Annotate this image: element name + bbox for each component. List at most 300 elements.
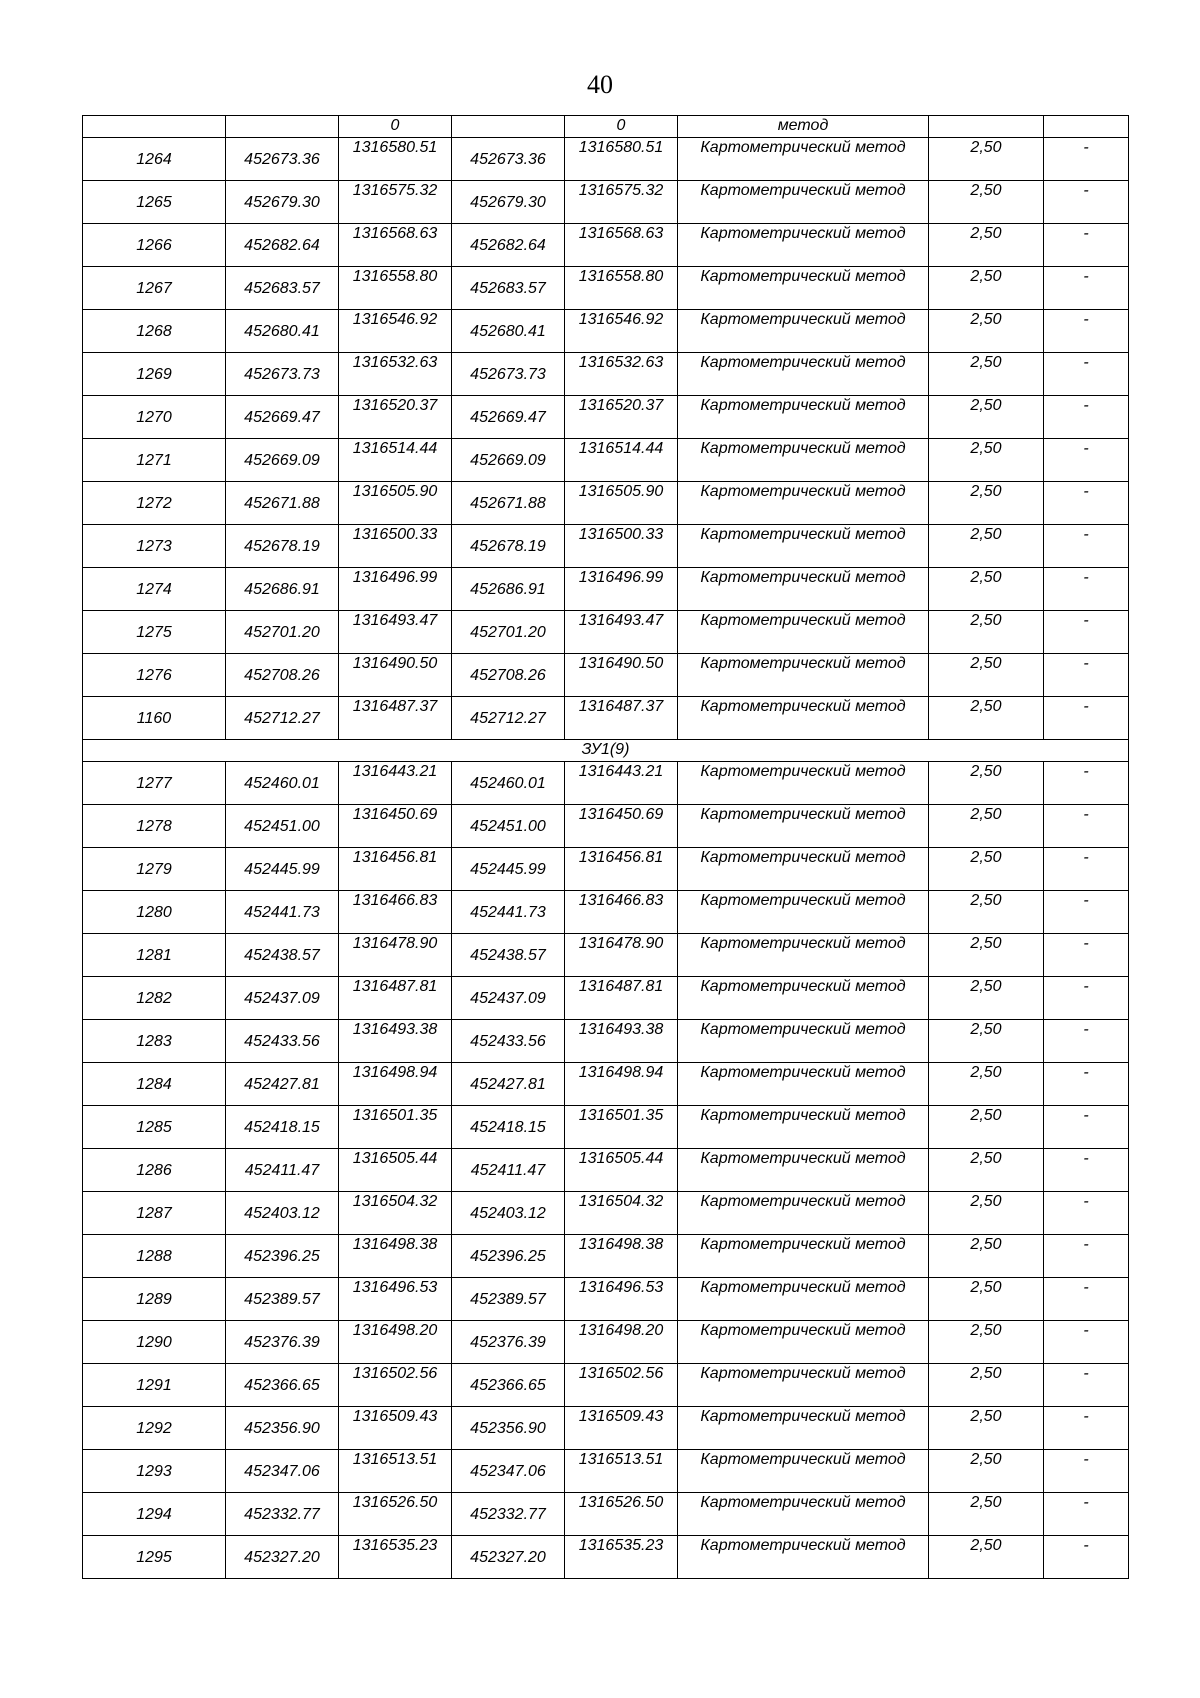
method-cell: Картометрический метод — [678, 525, 929, 568]
method-cell: Картометрический метод — [678, 439, 929, 482]
x-coordinate-cell: 452332.77 — [452, 1493, 565, 1536]
y-coordinate-cell: 1316496.53 — [339, 1278, 452, 1321]
x-coordinate-cell: 452445.99 — [452, 848, 565, 891]
y-coordinate-cell: 1316509.43 — [339, 1407, 452, 1450]
y-coordinate-cell: 1316500.33 — [565, 525, 678, 568]
method-cell: Картометрический метод — [678, 891, 929, 934]
error-cell: 2,50 — [929, 396, 1044, 439]
x-coordinate-cell: 452441.73 — [452, 891, 565, 934]
y-coordinate-cell: 1316546.92 — [339, 310, 452, 353]
note-cell: - — [1044, 654, 1129, 697]
y-coordinate-cell: 1316466.83 — [565, 891, 678, 934]
x-coordinate-cell: 452680.41 — [226, 310, 339, 353]
y-coordinate-cell: 1316575.32 — [565, 181, 678, 224]
error-cell: 2,50 — [929, 1106, 1044, 1149]
table-cell — [452, 116, 565, 138]
y-coordinate-cell: 1316498.38 — [339, 1235, 452, 1278]
error-cell: 2,50 — [929, 1278, 1044, 1321]
error-cell: 2,50 — [929, 1149, 1044, 1192]
note-cell: - — [1044, 568, 1129, 611]
y-coordinate-cell: 1316493.38 — [339, 1020, 452, 1063]
y-coordinate-cell: 1316501.35 — [339, 1106, 452, 1149]
method-cell: Картометрический метод — [678, 1020, 929, 1063]
x-coordinate-cell: 452437.09 — [226, 977, 339, 1020]
method-cell: Картометрический метод — [678, 396, 929, 439]
table-row — [83, 396, 1129, 439]
y-coordinate-cell: 1316546.92 — [565, 310, 678, 353]
note-cell: - — [1044, 525, 1129, 568]
error-cell: 2,50 — [929, 977, 1044, 1020]
x-coordinate-cell: 452673.73 — [226, 353, 339, 396]
error-cell: 2,50 — [929, 224, 1044, 267]
y-coordinate-cell: 1316509.43 — [565, 1407, 678, 1450]
note-cell: - — [1044, 1235, 1129, 1278]
table-cell: метод — [678, 116, 929, 138]
x-coordinate-cell: 452678.19 — [226, 525, 339, 568]
x-coordinate-cell: 452671.88 — [452, 482, 565, 525]
y-coordinate-cell: 1316493.47 — [565, 611, 678, 654]
error-cell: 2,50 — [929, 697, 1044, 740]
method-cell: Картометрический метод — [678, 611, 929, 654]
y-coordinate-cell: 1316456.81 — [339, 848, 452, 891]
y-coordinate-cell: 1316450.69 — [565, 805, 678, 848]
section-row — [83, 740, 1129, 762]
y-coordinate-cell: 1316487.37 — [339, 697, 452, 740]
error-cell: 2,50 — [929, 1321, 1044, 1364]
y-coordinate-cell: 1316532.63 — [339, 353, 452, 396]
note-cell: - — [1044, 1364, 1129, 1407]
x-coordinate-cell: 452671.88 — [226, 482, 339, 525]
table-row — [83, 1536, 1129, 1579]
x-coordinate-cell: 452682.64 — [452, 224, 565, 267]
error-cell: 2,50 — [929, 1063, 1044, 1106]
error-cell: 2,50 — [929, 267, 1044, 310]
point-number-cell: 1275 — [83, 611, 226, 654]
x-coordinate-cell: 452451.00 — [226, 805, 339, 848]
x-coordinate-cell: 452673.73 — [452, 353, 565, 396]
x-coordinate-cell: 452427.81 — [226, 1063, 339, 1106]
table-row — [83, 934, 1129, 977]
table-row — [83, 1407, 1129, 1450]
y-coordinate-cell: 1316498.94 — [565, 1063, 678, 1106]
x-coordinate-cell: 452366.65 — [452, 1364, 565, 1407]
error-cell: 2,50 — [929, 934, 1044, 977]
y-coordinate-cell: 1316505.44 — [565, 1149, 678, 1192]
y-coordinate-cell: 1316520.37 — [339, 396, 452, 439]
note-cell: - — [1044, 224, 1129, 267]
table-row — [83, 1364, 1129, 1407]
x-coordinate-cell: 452679.30 — [452, 181, 565, 224]
table-row — [83, 1235, 1129, 1278]
x-coordinate-cell: 452679.30 — [226, 181, 339, 224]
x-coordinate-cell: 452347.06 — [226, 1450, 339, 1493]
note-cell: - — [1044, 977, 1129, 1020]
error-cell: 2,50 — [929, 654, 1044, 697]
table-cell — [929, 116, 1044, 138]
error-cell: 2,50 — [929, 525, 1044, 568]
y-coordinate-cell: 1316568.63 — [565, 224, 678, 267]
x-coordinate-cell: 452686.91 — [452, 568, 565, 611]
x-coordinate-cell: 452673.36 — [452, 138, 565, 181]
table-row — [83, 611, 1129, 654]
point-number-cell: 1280 — [83, 891, 226, 934]
point-number-cell: 1286 — [83, 1149, 226, 1192]
x-coordinate-cell: 452396.25 — [452, 1235, 565, 1278]
x-coordinate-cell: 452673.36 — [226, 138, 339, 181]
y-coordinate-cell: 1316532.63 — [565, 353, 678, 396]
x-coordinate-cell: 452683.57 — [452, 267, 565, 310]
x-coordinate-cell: 452701.20 — [226, 611, 339, 654]
method-cell: Картометрический метод — [678, 977, 929, 1020]
y-coordinate-cell: 1316513.51 — [565, 1450, 678, 1493]
table-row — [83, 1450, 1129, 1493]
point-number-cell: 1285 — [83, 1106, 226, 1149]
method-cell: Картометрический метод — [678, 1321, 929, 1364]
y-coordinate-cell: 1316487.81 — [339, 977, 452, 1020]
y-coordinate-cell: 1316490.50 — [565, 654, 678, 697]
note-cell: - — [1044, 611, 1129, 654]
method-cell: Картометрический метод — [678, 138, 929, 181]
point-number-cell: 1290 — [83, 1321, 226, 1364]
error-cell: 2,50 — [929, 611, 1044, 654]
error-cell: 2,50 — [929, 1235, 1044, 1278]
table-row — [83, 310, 1129, 353]
error-cell: 2,50 — [929, 1020, 1044, 1063]
table-row — [83, 1106, 1129, 1149]
error-cell: 2,50 — [929, 353, 1044, 396]
y-coordinate-cell: 1316493.38 — [565, 1020, 678, 1063]
y-coordinate-cell: 1316466.83 — [339, 891, 452, 934]
point-number-cell: 1281 — [83, 934, 226, 977]
method-cell: Картометрический метод — [678, 353, 929, 396]
table-row — [83, 762, 1129, 805]
table-row — [83, 805, 1129, 848]
y-coordinate-cell: 1316498.20 — [565, 1321, 678, 1364]
note-cell: - — [1044, 697, 1129, 740]
table-cell — [1044, 116, 1129, 138]
y-coordinate-cell: 1316502.56 — [565, 1364, 678, 1407]
x-coordinate-cell: 452356.90 — [452, 1407, 565, 1450]
table-cell: 0 — [565, 116, 678, 138]
y-coordinate-cell: 1316505.90 — [565, 482, 678, 525]
note-cell: - — [1044, 805, 1129, 848]
x-coordinate-cell: 452460.01 — [226, 762, 339, 805]
method-cell: Картометрический метод — [678, 181, 929, 224]
x-coordinate-cell: 452366.65 — [226, 1364, 339, 1407]
error-cell: 2,50 — [929, 138, 1044, 181]
table-row — [83, 138, 1129, 181]
y-coordinate-cell: 1316535.23 — [339, 1536, 452, 1579]
y-coordinate-cell: 1316498.94 — [339, 1063, 452, 1106]
method-cell: Картометрический метод — [678, 762, 929, 805]
x-coordinate-cell: 452683.57 — [226, 267, 339, 310]
note-cell: - — [1044, 1407, 1129, 1450]
method-cell: Картометрический метод — [678, 224, 929, 267]
y-coordinate-cell: 1316514.44 — [339, 439, 452, 482]
y-coordinate-cell: 1316443.21 — [339, 762, 452, 805]
point-number-cell: 1283 — [83, 1020, 226, 1063]
y-coordinate-cell: 1316514.44 — [565, 439, 678, 482]
method-cell: Картометрический метод — [678, 267, 929, 310]
note-cell: - — [1044, 1536, 1129, 1579]
note-cell: - — [1044, 310, 1129, 353]
x-coordinate-cell: 452669.09 — [452, 439, 565, 482]
x-coordinate-cell: 452441.73 — [226, 891, 339, 934]
note-cell: - — [1044, 1020, 1129, 1063]
point-number-cell: 1269 — [83, 353, 226, 396]
method-cell: Картометрический метод — [678, 310, 929, 353]
point-number-cell: 1289 — [83, 1278, 226, 1321]
table-row — [83, 482, 1129, 525]
y-coordinate-cell: 1316500.33 — [339, 525, 452, 568]
note-cell: - — [1044, 1106, 1129, 1149]
point-number-cell: 1265 — [83, 181, 226, 224]
method-cell: Картометрический метод — [678, 1407, 929, 1450]
y-coordinate-cell: 1316520.37 — [565, 396, 678, 439]
error-cell: 2,50 — [929, 181, 1044, 224]
method-cell: Картометрический метод — [678, 805, 929, 848]
table-cell — [226, 116, 339, 138]
y-coordinate-cell: 1316504.32 — [565, 1192, 678, 1235]
error-cell: 2,50 — [929, 1493, 1044, 1536]
error-cell: 2,50 — [929, 1364, 1044, 1407]
method-cell: Картометрический метод — [678, 1493, 929, 1536]
y-coordinate-cell: 1316496.99 — [339, 568, 452, 611]
table-row — [83, 977, 1129, 1020]
point-number-cell: 1264 — [83, 138, 226, 181]
method-cell: Картометрический метод — [678, 482, 929, 525]
table-row — [83, 1063, 1129, 1106]
y-coordinate-cell: 1316568.63 — [339, 224, 452, 267]
table-row — [83, 224, 1129, 267]
y-coordinate-cell: 1316526.50 — [339, 1493, 452, 1536]
table-row — [83, 568, 1129, 611]
point-number-cell: 1291 — [83, 1364, 226, 1407]
x-coordinate-cell: 452437.09 — [452, 977, 565, 1020]
y-coordinate-cell: 1316443.21 — [565, 762, 678, 805]
point-number-cell: 1288 — [83, 1235, 226, 1278]
table-row — [83, 1020, 1129, 1063]
x-coordinate-cell: 452701.20 — [452, 611, 565, 654]
y-coordinate-cell: 1316496.53 — [565, 1278, 678, 1321]
note-cell: - — [1044, 762, 1129, 805]
method-cell: Картометрический метод — [678, 1278, 929, 1321]
point-number-cell: 1268 — [83, 310, 226, 353]
x-coordinate-cell: 452427.81 — [452, 1063, 565, 1106]
y-coordinate-cell: 1316580.51 — [565, 138, 678, 181]
y-coordinate-cell: 1316487.81 — [565, 977, 678, 1020]
error-cell: 2,50 — [929, 891, 1044, 934]
table-row — [83, 181, 1129, 224]
y-coordinate-cell: 1316526.50 — [565, 1493, 678, 1536]
x-coordinate-cell: 452389.57 — [226, 1278, 339, 1321]
y-coordinate-cell: 1316487.37 — [565, 697, 678, 740]
x-coordinate-cell: 452418.15 — [452, 1106, 565, 1149]
method-cell: Картометрический метод — [678, 1536, 929, 1579]
point-number-cell: 1279 — [83, 848, 226, 891]
x-coordinate-cell: 452682.64 — [226, 224, 339, 267]
point-number-cell: 1274 — [83, 568, 226, 611]
section-label: ЗУ1(9) — [83, 740, 1129, 762]
point-number-cell: 1160 — [83, 697, 226, 740]
x-coordinate-cell: 452451.00 — [452, 805, 565, 848]
note-cell: - — [1044, 934, 1129, 977]
continuation-row — [83, 116, 1129, 138]
y-coordinate-cell: 1316478.90 — [339, 934, 452, 977]
x-coordinate-cell: 452376.39 — [226, 1321, 339, 1364]
note-cell: - — [1044, 1149, 1129, 1192]
y-coordinate-cell: 1316490.50 — [339, 654, 452, 697]
point-number-cell: 1277 — [83, 762, 226, 805]
x-coordinate-cell: 452680.41 — [452, 310, 565, 353]
x-coordinate-cell: 452411.47 — [226, 1149, 339, 1192]
note-cell: - — [1044, 138, 1129, 181]
table-row — [83, 1149, 1129, 1192]
error-cell: 2,50 — [929, 1536, 1044, 1579]
y-coordinate-cell: 1316505.90 — [339, 482, 452, 525]
coordinates-table — [82, 115, 1129, 1579]
method-cell: Картометрический метод — [678, 934, 929, 977]
table-row — [83, 1278, 1129, 1321]
page-number: 40 — [587, 70, 613, 99]
x-coordinate-cell: 452327.20 — [452, 1536, 565, 1579]
table-row — [83, 697, 1129, 740]
note-cell: - — [1044, 482, 1129, 525]
note-cell: - — [1044, 396, 1129, 439]
point-number-cell: 1278 — [83, 805, 226, 848]
y-coordinate-cell: 1316580.51 — [339, 138, 452, 181]
error-cell: 2,50 — [929, 568, 1044, 611]
error-cell: 2,50 — [929, 1192, 1044, 1235]
y-coordinate-cell: 1316498.38 — [565, 1235, 678, 1278]
x-coordinate-cell: 452356.90 — [226, 1407, 339, 1450]
error-cell: 2,50 — [929, 805, 1044, 848]
y-coordinate-cell: 1316450.69 — [339, 805, 452, 848]
note-cell: - — [1044, 181, 1129, 224]
y-coordinate-cell: 1316496.99 — [565, 568, 678, 611]
point-number-cell: 1287 — [83, 1192, 226, 1235]
error-cell: 2,50 — [929, 1450, 1044, 1493]
error-cell: 2,50 — [929, 310, 1044, 353]
error-cell: 2,50 — [929, 439, 1044, 482]
y-coordinate-cell: 1316505.44 — [339, 1149, 452, 1192]
x-coordinate-cell: 452445.99 — [226, 848, 339, 891]
point-number-cell: 1295 — [83, 1536, 226, 1579]
y-coordinate-cell: 1316575.32 — [339, 181, 452, 224]
y-coordinate-cell: 1316478.90 — [565, 934, 678, 977]
y-coordinate-cell: 1316501.35 — [565, 1106, 678, 1149]
method-cell: Картометрический метод — [678, 848, 929, 891]
x-coordinate-cell: 452396.25 — [226, 1235, 339, 1278]
method-cell: Картометрический метод — [678, 1450, 929, 1493]
y-coordinate-cell: 1316493.47 — [339, 611, 452, 654]
x-coordinate-cell: 452433.56 — [226, 1020, 339, 1063]
error-cell: 2,50 — [929, 1407, 1044, 1450]
x-coordinate-cell: 452708.26 — [226, 654, 339, 697]
note-cell: - — [1044, 1450, 1129, 1493]
table-row — [83, 353, 1129, 396]
x-coordinate-cell: 452403.12 — [452, 1192, 565, 1235]
x-coordinate-cell: 452332.77 — [226, 1493, 339, 1536]
table-row — [83, 654, 1129, 697]
method-cell: Картометрический метод — [678, 654, 929, 697]
method-cell: Картометрический метод — [678, 568, 929, 611]
table-row — [83, 525, 1129, 568]
point-number-cell: 1266 — [83, 224, 226, 267]
note-cell: - — [1044, 267, 1129, 310]
point-number-cell: 1282 — [83, 977, 226, 1020]
error-cell: 2,50 — [929, 848, 1044, 891]
table-cell: 0 — [339, 116, 452, 138]
table-cell — [83, 116, 226, 138]
x-coordinate-cell: 452686.91 — [226, 568, 339, 611]
x-coordinate-cell: 452438.57 — [452, 934, 565, 977]
note-cell: - — [1044, 848, 1129, 891]
note-cell: - — [1044, 439, 1129, 482]
x-coordinate-cell: 452678.19 — [452, 525, 565, 568]
y-coordinate-cell: 1316498.20 — [339, 1321, 452, 1364]
x-coordinate-cell: 452708.26 — [452, 654, 565, 697]
note-cell: - — [1044, 353, 1129, 396]
note-cell: - — [1044, 1192, 1129, 1235]
table-row — [83, 1192, 1129, 1235]
x-coordinate-cell: 452376.39 — [452, 1321, 565, 1364]
y-coordinate-cell: 1316558.80 — [339, 267, 452, 310]
y-coordinate-cell: 1316504.32 — [339, 1192, 452, 1235]
x-coordinate-cell: 452460.01 — [452, 762, 565, 805]
method-cell: Картометрический метод — [678, 1235, 929, 1278]
method-cell: Картометрический метод — [678, 1063, 929, 1106]
point-number-cell: 1284 — [83, 1063, 226, 1106]
point-number-cell: 1293 — [83, 1450, 226, 1493]
point-number-cell: 1276 — [83, 654, 226, 697]
x-coordinate-cell: 452712.27 — [226, 697, 339, 740]
note-cell: - — [1044, 1493, 1129, 1536]
table-row — [83, 848, 1129, 891]
method-cell: Картометрический метод — [678, 697, 929, 740]
y-coordinate-cell: 1316456.81 — [565, 848, 678, 891]
method-cell: Картометрический метод — [678, 1192, 929, 1235]
x-coordinate-cell: 452411.47 — [452, 1149, 565, 1192]
note-cell: - — [1044, 1278, 1129, 1321]
note-cell: - — [1044, 1321, 1129, 1364]
point-number-cell: 1271 — [83, 439, 226, 482]
x-coordinate-cell: 452712.27 — [452, 697, 565, 740]
x-coordinate-cell: 452418.15 — [226, 1106, 339, 1149]
method-cell: Картометрический метод — [678, 1364, 929, 1407]
x-coordinate-cell: 452669.47 — [452, 396, 565, 439]
method-cell: Картометрический метод — [678, 1106, 929, 1149]
note-cell: - — [1044, 1063, 1129, 1106]
table-row — [83, 1321, 1129, 1364]
point-number-cell: 1294 — [83, 1493, 226, 1536]
y-coordinate-cell: 1316513.51 — [339, 1450, 452, 1493]
error-cell: 2,50 — [929, 482, 1044, 525]
table-row — [83, 439, 1129, 482]
x-coordinate-cell: 452327.20 — [226, 1536, 339, 1579]
y-coordinate-cell: 1316502.56 — [339, 1364, 452, 1407]
x-coordinate-cell: 452669.09 — [226, 439, 339, 482]
x-coordinate-cell: 452347.06 — [452, 1450, 565, 1493]
point-number-cell: 1292 — [83, 1407, 226, 1450]
x-coordinate-cell: 452403.12 — [226, 1192, 339, 1235]
table-body — [83, 116, 1129, 1579]
point-number-cell: 1270 — [83, 396, 226, 439]
table-row — [83, 891, 1129, 934]
point-number-cell: 1273 — [83, 525, 226, 568]
point-number-cell: 1267 — [83, 267, 226, 310]
x-coordinate-cell: 452438.57 — [226, 934, 339, 977]
